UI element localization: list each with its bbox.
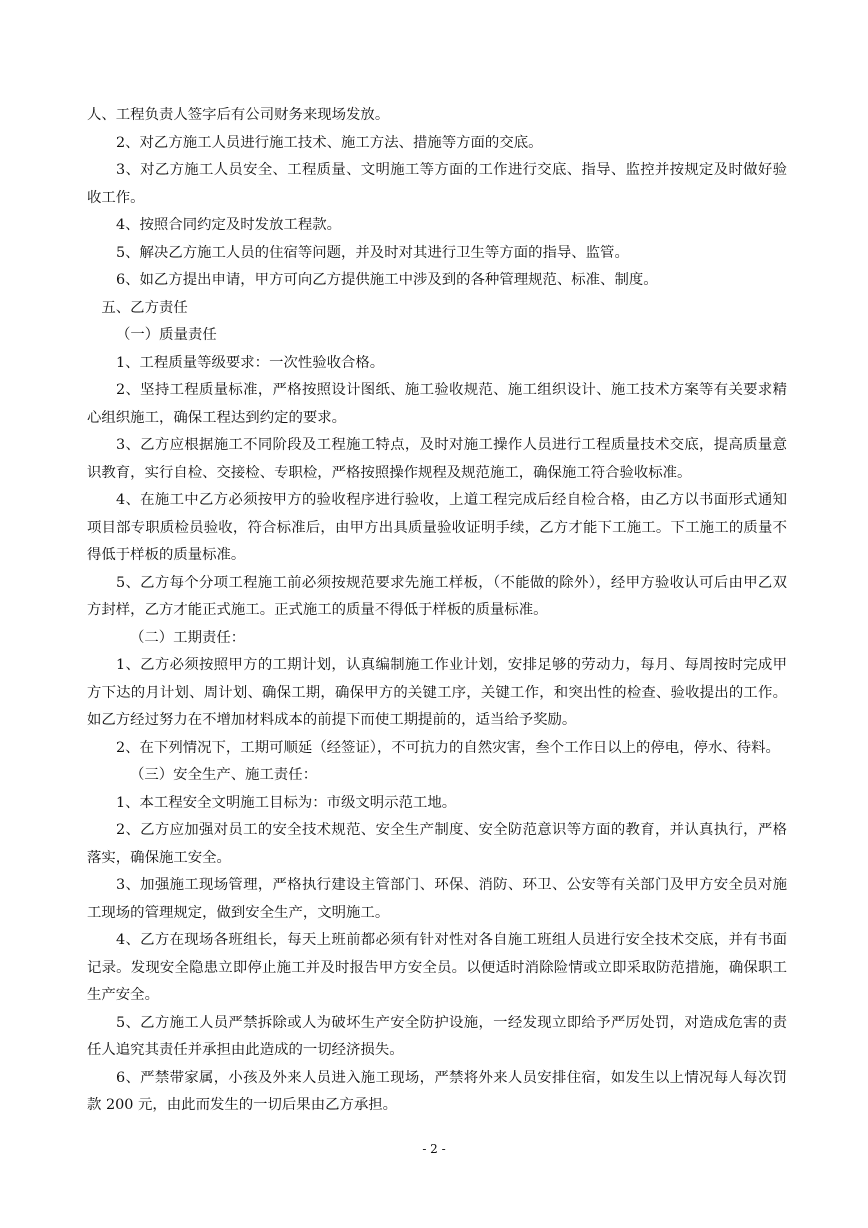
- document-body: [87, 102, 787, 1120]
- paragraph: 5、乙方施工人员严禁拆除或人为破坏生产安全防护设施，一经发现立即给予严厉处罚，对造成危害的责任人追究其责任并承担由此造成的一切经济损失。: [87, 1014, 787, 1058]
- paragraph: （一）质量责任: [116, 327, 217, 343]
- paragraph: 6、如乙方提出申请，甲方可向乙方提供施工中涉及到的各种管理规范、标准、制度。: [116, 272, 658, 288]
- paragraph: 5、乙方每个分项工程施工前必须按规范要求先施工样板，（不能做的除外），经甲方验收认可后由甲乙双方封样，乙方才能正式施工。正式施工的质量不得低于样板的质量标准。: [87, 574, 787, 618]
- paragraph: 4、在施工中乙方必须按甲方的验收程序进行验收，上道工程完成后经自检合格，由乙方以书面形式通知项目部专职质检员验收，符合标准后，由甲方出具质量验收证明手续，乙方才能下工施工。下工施工的质量不得低于样板的质量标准。: [87, 492, 787, 563]
- paragraph: 1、本工程安全文明施工目标为：市级文明示范工地。: [116, 794, 457, 811]
- paragraph: 五、乙方责任: [87, 299, 188, 316]
- paragraph: 2、对乙方施工人员进行施工技术、施工方法、措施等方面的交底。: [116, 134, 543, 151]
- paragraph: 4、按照合同约定及时发放工程款。: [116, 217, 342, 233]
- page-number: - 2 -: [422, 1142, 446, 1156]
- paragraph: 6、严禁带家属，小孩及外来人员进入施工现场，严禁将外来人员安排住宿，如发生以上情况每人每次罚款 200 元，由此而发生的一切后果由乙方承担。: [87, 1069, 787, 1113]
- paragraph: 2、乙方应加强对员工的安全技术规范、安全生产制度、安全防范意识等方面的教育，并认真执行，严格落实，确保施工安全。: [87, 822, 787, 866]
- paragraph: 3、乙方应根据施工不同阶段及工程施工特点，及时对施工操作人员进行工程质量技术交底，提高质量意识教育，实行自检、交接检、专职检，严格按照操作规程及规范施工，确保施工符合验收标准。: [87, 437, 787, 481]
- paragraph: 3、对乙方施工人员安全、工程质量、文明施工等方面的工作进行交底、指导、监控并按规定及时做好验收工作。: [87, 162, 787, 206]
- paragraph: 人、工程负责人签字后有公司财务来现场发放。: [87, 107, 390, 123]
- paragraph: 5、解决乙方施工人员的住宿等问题，并及时对其进行卫生等方面的指导、监管。: [116, 244, 629, 261]
- paragraph: （二）工期责任：: [130, 629, 246, 646]
- paragraph: 4、乙方在现场各班组长，每天上班前都必须有针对性对各自施工班组人员进行安全技术交底，并有书面记录。发现安全隐患立即停止施工并及时报告甲方安全员。以便适时消除险情或立即采取防范措施，确保职工生产安全。: [87, 932, 787, 1003]
- paragraph: 1、工程质量等级要求：一次性验收合格。: [116, 354, 385, 371]
- paragraph: （三）安全生产、施工责任：: [130, 767, 318, 783]
- paragraph: 1、乙方必须按照甲方的工期计划，认真编制施工作业计划，安排足够的劳动力，每月、每周按时完成甲方下达的月计划、周计划、确保工期，确保甲方的关键工序，关键工作，和突出性的检查、验收提出的工作。如乙方经过努力在不增加材料成本的前提下而使工期提前的，适当给予奖励。: [87, 657, 787, 728]
- paragraph: 2、坚持工程质量标准，严格按照设计图纸、施工验收规范、施工组织设计、施工技术方案等有关要求精心组织施工，确保工程达到约定的要求。: [87, 382, 787, 426]
- paragraph: 3、加强施工现场管理，严格执行建设主管部门、环保、消防、环卫、公安等有关部门及甲方安全员对施工现场的管理规定，做到安全生产，文明施工。: [87, 877, 787, 921]
- paragraph: 2、在下列情况下，工期可顺延（经签证），不可抗力的自然灾害，叁个工作日以上的停电，停水、待料。: [116, 739, 780, 756]
